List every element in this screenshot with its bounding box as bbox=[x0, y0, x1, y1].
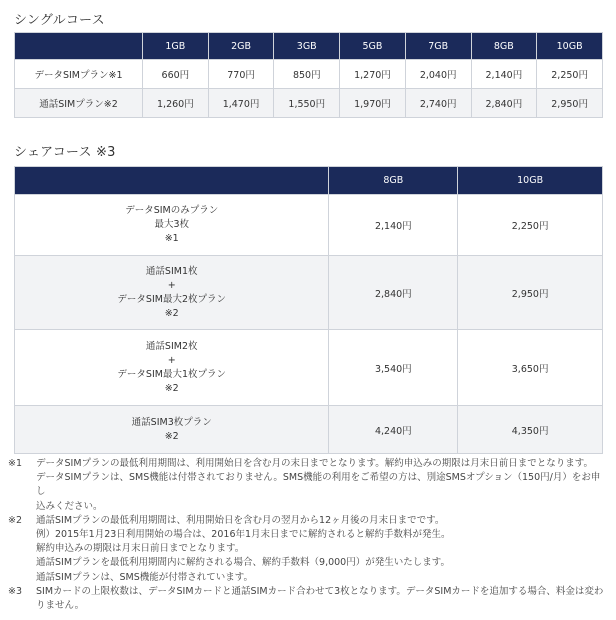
price-cell: 2,740円 bbox=[405, 89, 471, 118]
plan-label-line: ※1 bbox=[164, 233, 179, 244]
plan-label-line: + bbox=[167, 354, 176, 366]
footnote-line: 解約申込みの期限は月末日前日までとなります。 bbox=[36, 543, 245, 555]
price-cell: 1,470円 bbox=[208, 89, 274, 118]
table-row bbox=[15, 406, 603, 454]
row-label: データSIMプラン※1 bbox=[15, 60, 143, 89]
plan-label-line: 最大3枚 bbox=[154, 219, 189, 230]
single-course-table bbox=[14, 32, 603, 118]
price-cell: 1,270円 bbox=[340, 60, 406, 89]
plan-label-line: データSIM最大1枚プラン bbox=[117, 368, 226, 380]
table-row bbox=[15, 330, 603, 406]
price-cell: 2,950円 bbox=[458, 256, 603, 330]
footnote-line: 通話SIMプランの最低利用期間は、利用開始日を含む月の翌月から12ヶ月後の月末日までです。 bbox=[36, 514, 445, 526]
plan-label-line: ※2 bbox=[164, 307, 179, 319]
table-row bbox=[15, 256, 603, 330]
price-cell: 2,250円 bbox=[458, 195, 603, 256]
header-cell: 8GB bbox=[471, 33, 537, 60]
plan-label-line: 通話SIM1枚 bbox=[145, 265, 198, 277]
price-cell: 2,950円 bbox=[537, 89, 603, 118]
footnote-mark: ※2 bbox=[8, 514, 23, 526]
price-cell: 2,840円 bbox=[471, 89, 537, 118]
header-cell: 5GB bbox=[340, 33, 406, 60]
plan-label bbox=[15, 195, 329, 256]
footnote-mark: ※1 bbox=[8, 458, 23, 469]
plan-label-line: ※2 bbox=[164, 382, 179, 394]
table-header-row bbox=[15, 167, 603, 195]
header-cell bbox=[15, 167, 329, 195]
table-row bbox=[15, 89, 603, 118]
row-label: 通話SIMプラン※2 bbox=[15, 89, 143, 118]
price-cell: 660円 bbox=[143, 60, 209, 89]
footnote bbox=[8, 585, 608, 613]
price-cell: 2,250円 bbox=[537, 60, 603, 89]
plan-label-line: + bbox=[167, 279, 176, 291]
price-cell: 4,350円 bbox=[458, 406, 603, 454]
price-cell: 4,240円 bbox=[329, 406, 458, 454]
table-row bbox=[15, 60, 603, 89]
footnote-line: SIMカードの上限枚数は、データSIMカードと通話SIMカード合わせて3枚となります。データSIMカードを追加する場合、料金は変わ bbox=[36, 585, 604, 597]
footnote-mark: ※3 bbox=[8, 585, 23, 597]
price-cell: 3,540円 bbox=[329, 330, 458, 406]
plan-label-line: データSIM最大2枚プラン bbox=[117, 293, 226, 305]
plan-label-line: データSIMのみプラン bbox=[125, 205, 219, 216]
footnote-line: 例）2015年1月23日利用開始の場合は、2016年1月末日までに解約されると解約手数料が発生。 bbox=[36, 529, 451, 541]
header-cell bbox=[15, 33, 143, 60]
plan-label bbox=[15, 406, 329, 454]
header-cell: 7GB bbox=[405, 33, 471, 60]
price-cell: 850円 bbox=[274, 60, 340, 89]
plan-label-line: ※2 bbox=[164, 430, 179, 442]
price-cell: 770円 bbox=[208, 60, 274, 89]
footnote bbox=[8, 457, 608, 514]
header-cell: 8GB bbox=[329, 167, 458, 195]
footnote bbox=[8, 514, 608, 585]
plan-label bbox=[15, 330, 329, 406]
price-cell: 2,140円 bbox=[329, 195, 458, 256]
header-cell: 3GB bbox=[274, 33, 340, 60]
plan-label-line: 通話SIM2枚 bbox=[145, 340, 198, 352]
header-cell: 1GB bbox=[143, 33, 209, 60]
price-cell: 2,040円 bbox=[405, 60, 471, 89]
share-course-title: シェアコース ※3 bbox=[14, 145, 116, 160]
price-cell: 1,260円 bbox=[143, 89, 209, 118]
footnote-line: 通話SIMプランは、SMS機能が付帯されています。 bbox=[36, 571, 254, 583]
single-course-title: シングルコース bbox=[14, 13, 105, 28]
footnote-line: データSIMプランの最低利用期間は、利用開始日を含む月の末日までとなります。解約申込みの期限は月末日前日までとなります。 bbox=[36, 458, 594, 469]
plan-label-line: 通話SIM3枚プラン bbox=[131, 416, 212, 428]
price-cell: 3,650円 bbox=[458, 330, 603, 406]
footnote-line: 通話SIMプランを最低利用期間内に解約される場合、解約手数料（9,000円）が発生いたします。 bbox=[36, 557, 450, 569]
plan-label bbox=[15, 256, 329, 330]
footnote-line: データSIMプランは、SMS機能は付帯されておりません。SMS機能の利用をご希望の方は、別途SMSオプション（150円/月）をお申し bbox=[36, 472, 601, 498]
header-cell: 10GB bbox=[458, 167, 603, 195]
price-cell: 1,550円 bbox=[274, 89, 340, 118]
header-cell: 10GB bbox=[537, 33, 603, 60]
share-course-table bbox=[14, 166, 603, 454]
table-header-row bbox=[15, 33, 603, 60]
header-cell: 2GB bbox=[208, 33, 274, 60]
price-cell: 2,840円 bbox=[329, 256, 458, 330]
table-row bbox=[15, 195, 603, 256]
footnote-line: りません。 bbox=[36, 600, 85, 612]
footnote-line: 込みください。 bbox=[36, 500, 103, 512]
price-cell: 2,140円 bbox=[471, 60, 537, 89]
price-cell: 1,970円 bbox=[340, 89, 406, 118]
footnotes bbox=[8, 457, 608, 613]
